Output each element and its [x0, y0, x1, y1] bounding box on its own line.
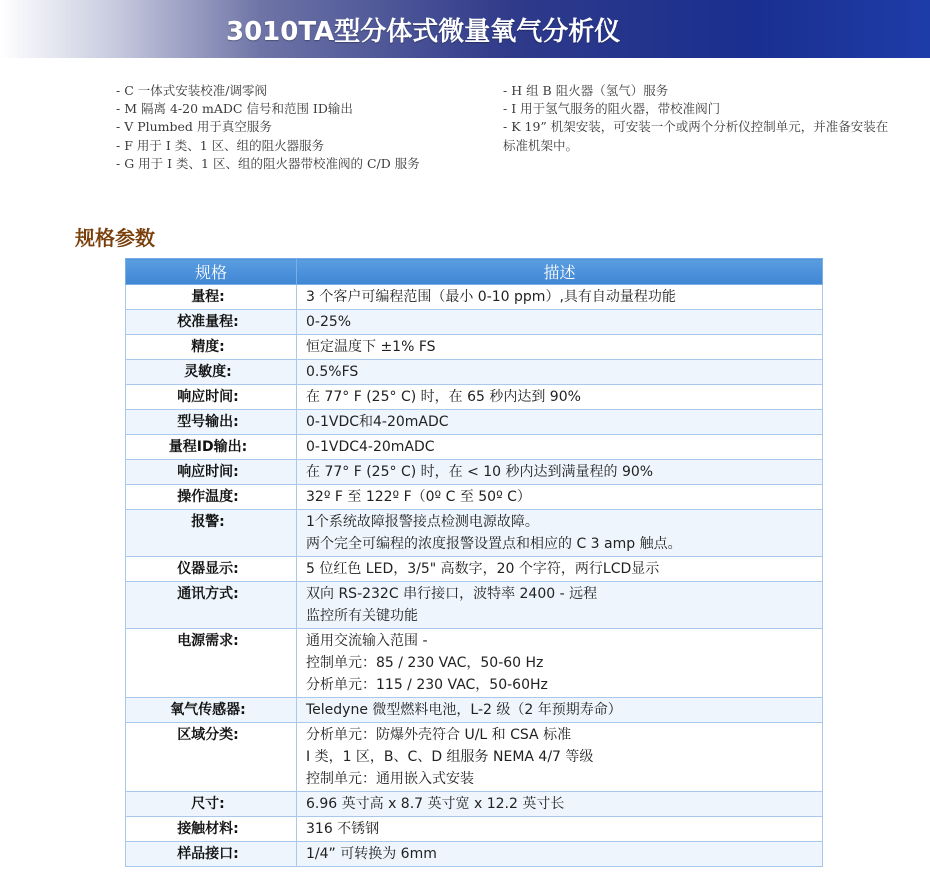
option-item: - C 一体式安装校准/调零阀 [116, 83, 267, 98]
description-line: 32º F 至 122º F（0º C 至 50º C） [306, 489, 531, 505]
spec-description-cell [297, 410, 823, 435]
spec-description-cell [297, 360, 823, 385]
table-row [126, 335, 823, 360]
table-row [126, 842, 823, 867]
spec-name-cell: 响应时间: [126, 385, 297, 410]
column-header-spec: 规格 [126, 259, 297, 285]
description-line: 分析单元：115 / 230 VAC，50-60Hz [306, 677, 548, 693]
description-line: 双向 RS-232C 串行接口，波特率 2400 - 远程 [306, 586, 598, 602]
spec-name-cell: 尺寸: [126, 792, 297, 817]
spec-description-cell [297, 792, 823, 817]
spec-name-cell: 精度: [126, 335, 297, 360]
table-row [126, 629, 823, 698]
description-line: 在 77° F (25° C) 时，在 < 10 秒内达到满量程的 90% [306, 464, 654, 480]
table-row [126, 698, 823, 723]
table-row [126, 817, 823, 842]
spec-name-cell: 电源需求: [126, 629, 297, 698]
table-row [126, 792, 823, 817]
spec-description-cell [297, 385, 823, 410]
title-banner [0, 0, 930, 58]
column-header-description: 描述 [297, 259, 823, 285]
spec-name-cell: 样品接口: [126, 842, 297, 867]
table-header-row [126, 259, 823, 285]
spec-description-cell [297, 460, 823, 485]
spec-name-cell: 型号输出: [126, 410, 297, 435]
table-row [126, 310, 823, 335]
option-item: - K 19” 机架安装，可安装一个或两个分析仪控制单元，并准备安装在标准机架中。 [503, 119, 889, 153]
spec-name-cell: 仪器显示: [126, 557, 297, 582]
table-row [126, 385, 823, 410]
spec-description-cell [297, 310, 823, 335]
spec-name-cell: 校准量程: [126, 310, 297, 335]
spec-name-cell: 灵敏度: [126, 360, 297, 385]
table-row [126, 360, 823, 385]
description-line: 在 77° F (25° C) 时，在 65 秒内达到 90% [306, 389, 581, 405]
description-line: 恒定温度下 ±1% FS [306, 339, 436, 355]
option-item: - H 组 B 阻火器（氢气）服务 [503, 83, 669, 98]
spec-name-cell: 响应时间: [126, 460, 297, 485]
section-title: 规格参数 [75, 226, 155, 250]
spec-name-cell: 量程ID输出: [126, 435, 297, 460]
table-row [126, 435, 823, 460]
option-item: - F 用于 I 类、1 区、组的阻火器服务 [116, 137, 325, 153]
description-line: 1/4” 可转换为 6mm [306, 846, 437, 862]
spec-name-cell: 氧气传感器: [126, 698, 297, 723]
spec-description-cell [297, 817, 823, 842]
spec-description-cell [297, 485, 823, 510]
spec-description-cell [297, 698, 823, 723]
table-row [126, 723, 823, 792]
description-line: 分析单元：防爆外壳符合 U/L 和 CSA 标准 [306, 727, 572, 743]
description-line: 0.5%FS [306, 364, 359, 380]
description-line: 3 个客户可编程范围（最小 0-10 ppm）,具有自动量程功能 [306, 289, 676, 305]
spec-description-cell [297, 285, 823, 310]
spec-name-cell: 区域分类: [126, 723, 297, 792]
description-line: 通用交流输入范围 - [306, 633, 428, 649]
description-line: Teledyne 微型燃料电池，L-2 级（2 年预期寿命） [306, 702, 622, 718]
table-row [126, 410, 823, 435]
description-line: 6.96 英寸高 x 8.7 英寸宽 x 12.2 英寸长 [306, 796, 565, 812]
description-line: 0-25% [306, 314, 352, 330]
table-row [126, 485, 823, 510]
spec-description-cell [297, 557, 823, 582]
description-line: 监控所有关键功能 [306, 608, 418, 624]
spec-description-cell [297, 582, 823, 629]
spec-table-body [126, 285, 823, 867]
spec-name-cell: 操作温度: [126, 485, 297, 510]
spec-name-cell: 通讯方式: [126, 582, 297, 629]
description-line: 1个系统故障报警接点检测电源故障。 [306, 514, 539, 530]
option-item: - G 用于 I 类、1 区、组的阻火器带校准阀的 C/D 服务 [116, 155, 420, 171]
table-row [126, 460, 823, 485]
description-line: 0-1VDC和4-20mADC [306, 414, 449, 430]
table-row [126, 285, 823, 310]
description-line: 控制单元：通用嵌入式安装 [306, 771, 474, 787]
spec-name-cell: 接触材料: [126, 817, 297, 842]
table-row [126, 557, 823, 582]
spec-description-cell [297, 510, 823, 557]
description-line: 两个完全可编程的浓度报警设置点和相应的 C 3 amp 触点。 [306, 536, 682, 552]
option-item: - I 用于氢气服务的阻火器，带校准阀门 [503, 101, 721, 117]
page-title: 3010TA型分体式微量氧气分析仪 [226, 17, 621, 47]
spec-description-cell [297, 435, 823, 460]
description-line: 5 位红色 LED，3/5" 高数字，20 个字符，两行LCD显示 [306, 561, 660, 577]
option-item: - M 隔离 4-20 mADC 信号和范围 ID输出 [116, 101, 353, 117]
options-list-left [116, 82, 496, 173]
description-line: 控制单元：85 / 230 VAC，50-60 Hz [306, 655, 544, 671]
spec-name-cell: 量程: [126, 285, 297, 310]
description-line: 316 不锈钢 [306, 821, 380, 837]
table-row [126, 510, 823, 557]
table-row [126, 582, 823, 629]
spec-description-cell [297, 842, 823, 867]
spec-name-cell: 报警: [126, 510, 297, 557]
spec-description-cell [297, 335, 823, 360]
spec-description-cell [297, 629, 823, 698]
spec-table [125, 258, 823, 867]
option-item: - V Plumbed 用于真空服务 [116, 119, 272, 135]
description-line: 0-1VDC4-20mADC [306, 439, 435, 455]
description-line: I 类，1 区，B、C、D 组服务 NEMA 4/7 等级 [306, 749, 594, 765]
options-list-right [503, 82, 893, 155]
spec-description-cell [297, 723, 823, 792]
